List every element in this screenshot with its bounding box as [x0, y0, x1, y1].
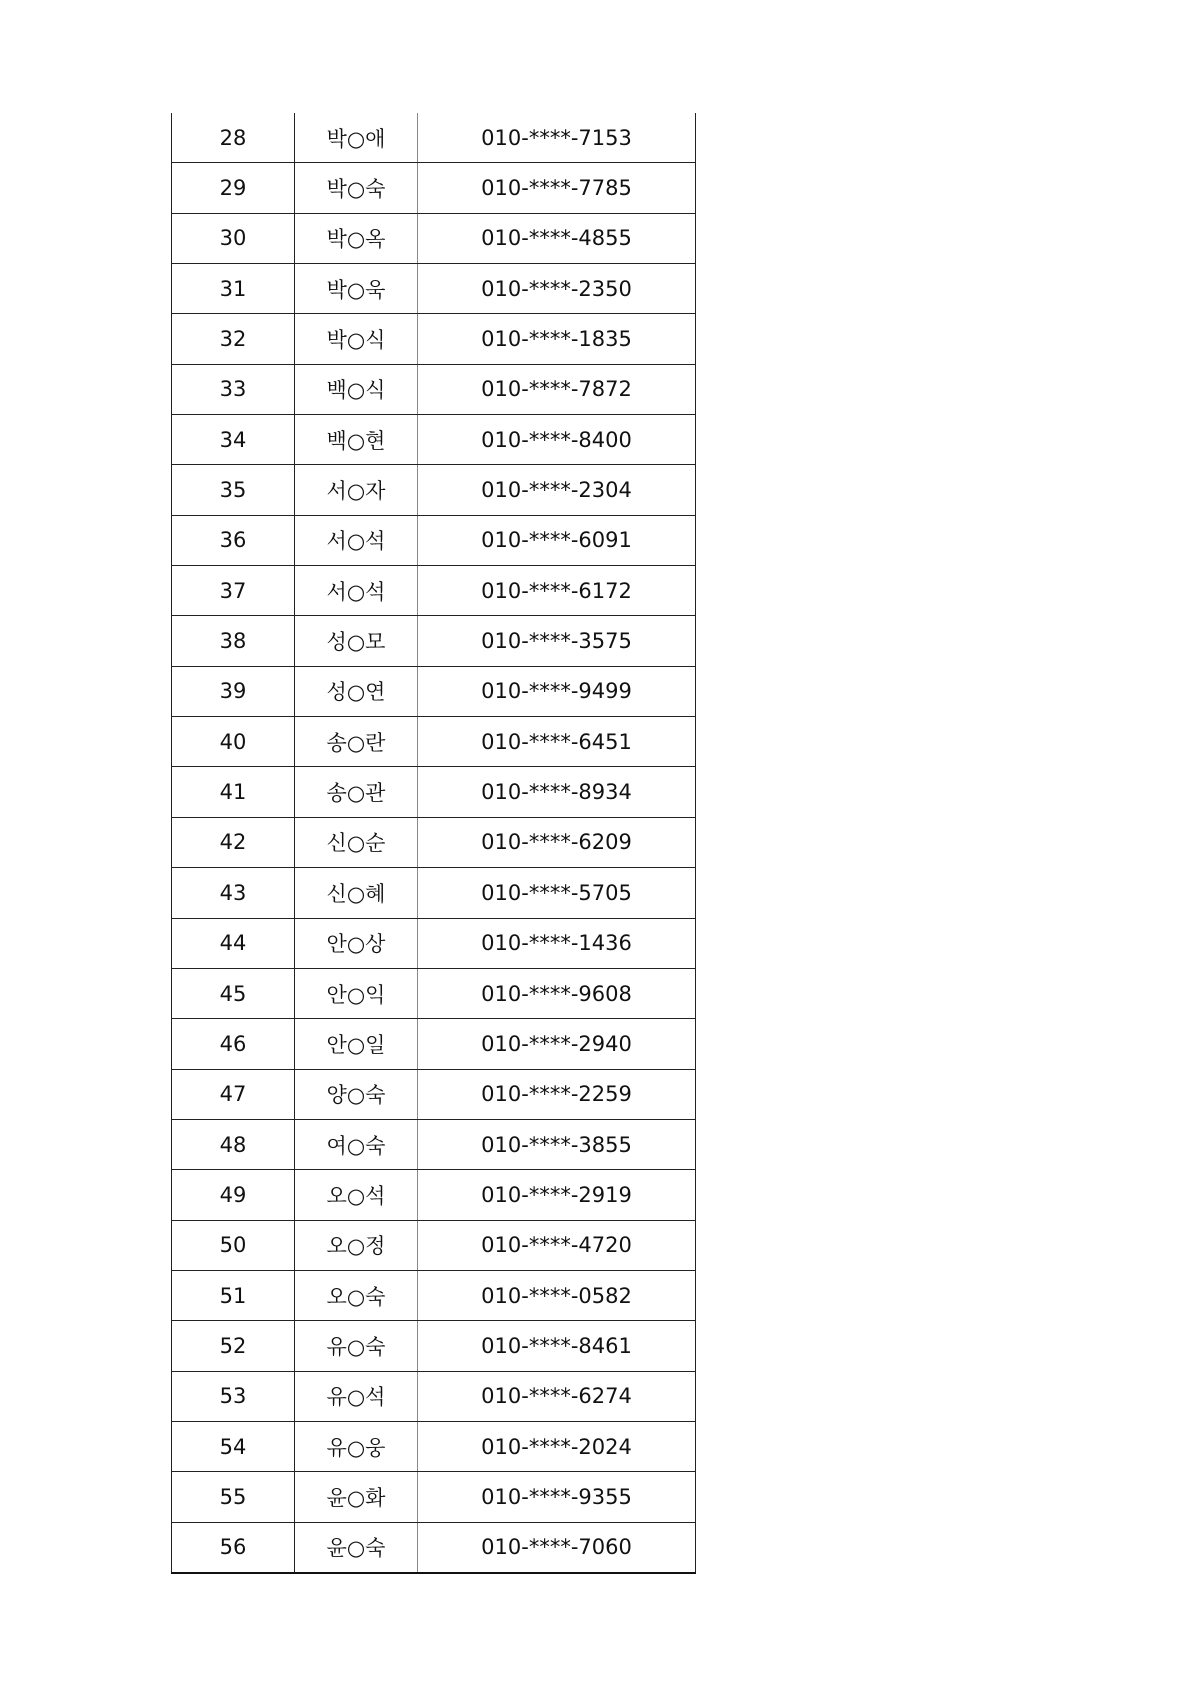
- masked-phone-cell: 010-****-8934: [418, 767, 696, 817]
- masked-phone-cell: 010-****-6209: [418, 817, 696, 867]
- masked-phone-cell: 010-****-2259: [418, 1069, 696, 1119]
- table-row: [172, 968, 696, 1018]
- table-row: [172, 1119, 696, 1169]
- masked-name-cell: 박○식: [295, 314, 418, 364]
- masked-name-cell: 서○석: [295, 566, 418, 616]
- row-number-cell: 48: [172, 1119, 295, 1169]
- row-number-cell: 32: [172, 314, 295, 364]
- masked-phone-cell: 010-****-6172: [418, 566, 696, 616]
- masked-name-cell: 오○정: [295, 1220, 418, 1270]
- table-row: [172, 264, 696, 314]
- row-number-cell: 42: [172, 817, 295, 867]
- row-number-cell: 39: [172, 666, 295, 716]
- row-number-cell: 29: [172, 163, 295, 213]
- masked-phone-cell: 010-****-1835: [418, 314, 696, 364]
- masked-name-cell: 오○석: [295, 1170, 418, 1220]
- table-row: [172, 817, 696, 867]
- masked-phone-cell: 010-****-4855: [418, 213, 696, 263]
- row-number-cell: 28: [172, 113, 295, 163]
- masked-name-cell: 양○숙: [295, 1069, 418, 1119]
- masked-phone-cell: 010-****-0582: [418, 1270, 696, 1320]
- masked-name-cell: 송○란: [295, 717, 418, 767]
- masked-phone-cell: 010-****-8400: [418, 415, 696, 465]
- masked-phone-cell: 010-****-3575: [418, 616, 696, 666]
- masked-name-cell: 안○익: [295, 968, 418, 1018]
- table-row: [172, 515, 696, 565]
- table-row: [172, 465, 696, 515]
- row-number-cell: 35: [172, 465, 295, 515]
- masked-name-cell: 박○애: [295, 113, 418, 163]
- table-row: [172, 616, 696, 666]
- row-number-cell: 51: [172, 1270, 295, 1320]
- table-row: [172, 1220, 696, 1270]
- masked-phone-cell: 010-****-2919: [418, 1170, 696, 1220]
- table-row: [172, 113, 696, 163]
- masked-name-cell: 안○상: [295, 918, 418, 968]
- masked-phone-cell: 010-****-3855: [418, 1119, 696, 1169]
- table-row: [172, 415, 696, 465]
- row-number-cell: 36: [172, 515, 295, 565]
- document-page: [171, 113, 695, 1574]
- row-number-cell: 37: [172, 566, 295, 616]
- masked-phone-cell: 010-****-7872: [418, 364, 696, 414]
- masked-phone-cell: 010-****-6274: [418, 1371, 696, 1421]
- masked-name-cell: 박○숙: [295, 163, 418, 213]
- masked-phone-cell: 010-****-4720: [418, 1220, 696, 1270]
- row-number-cell: 53: [172, 1371, 295, 1421]
- table-row: [172, 1421, 696, 1471]
- row-number-cell: 41: [172, 767, 295, 817]
- row-number-cell: 49: [172, 1170, 295, 1220]
- table-row: [172, 1472, 696, 1522]
- row-number-cell: 50: [172, 1220, 295, 1270]
- masked-name-cell: 박○욱: [295, 264, 418, 314]
- masked-name-cell: 여○숙: [295, 1119, 418, 1169]
- masked-name-cell: 윤○숙: [295, 1522, 418, 1573]
- table-row: [172, 1019, 696, 1069]
- table-row: [172, 1371, 696, 1421]
- masked-name-cell: 성○모: [295, 616, 418, 666]
- table-row: [172, 1522, 696, 1573]
- table-row: [172, 666, 696, 716]
- row-number-cell: 56: [172, 1522, 295, 1573]
- masked-name-cell: 백○현: [295, 415, 418, 465]
- row-number-cell: 46: [172, 1019, 295, 1069]
- masked-phone-cell: 010-****-7785: [418, 163, 696, 213]
- masked-name-cell: 박○옥: [295, 213, 418, 263]
- masked-name-cell: 유○웅: [295, 1421, 418, 1471]
- masked-phone-cell: 010-****-9608: [418, 968, 696, 1018]
- table-row: [172, 1069, 696, 1119]
- row-number-cell: 54: [172, 1421, 295, 1471]
- masked-phone-cell: 010-****-1436: [418, 918, 696, 968]
- row-number-cell: 30: [172, 213, 295, 263]
- row-number-cell: 55: [172, 1472, 295, 1522]
- masked-phone-cell: 010-****-2024: [418, 1421, 696, 1471]
- table-row: [172, 213, 696, 263]
- masked-phone-cell: 010-****-9499: [418, 666, 696, 716]
- masked-name-cell: 성○연: [295, 666, 418, 716]
- roster-table: [171, 113, 696, 1574]
- masked-phone-cell: 010-****-2304: [418, 465, 696, 515]
- row-number-cell: 33: [172, 364, 295, 414]
- masked-name-cell: 오○숙: [295, 1270, 418, 1320]
- table-row: [172, 163, 696, 213]
- masked-name-cell: 서○자: [295, 465, 418, 515]
- table-row: [172, 868, 696, 918]
- table-row: [172, 1170, 696, 1220]
- row-number-cell: 38: [172, 616, 295, 666]
- masked-name-cell: 서○석: [295, 515, 418, 565]
- masked-name-cell: 백○식: [295, 364, 418, 414]
- table-row: [172, 1321, 696, 1371]
- row-number-cell: 43: [172, 868, 295, 918]
- masked-phone-cell: 010-****-2940: [418, 1019, 696, 1069]
- row-number-cell: 47: [172, 1069, 295, 1119]
- masked-phone-cell: 010-****-2350: [418, 264, 696, 314]
- row-number-cell: 34: [172, 415, 295, 465]
- masked-name-cell: 안○일: [295, 1019, 418, 1069]
- table-row: [172, 314, 696, 364]
- row-number-cell: 44: [172, 918, 295, 968]
- row-number-cell: 45: [172, 968, 295, 1018]
- roster-table-body: [172, 113, 696, 1573]
- masked-phone-cell: 010-****-7153: [418, 113, 696, 163]
- masked-name-cell: 유○숙: [295, 1321, 418, 1371]
- masked-name-cell: 윤○화: [295, 1472, 418, 1522]
- row-number-cell: 31: [172, 264, 295, 314]
- row-number-cell: 40: [172, 717, 295, 767]
- masked-name-cell: 신○혜: [295, 868, 418, 918]
- masked-phone-cell: 010-****-6451: [418, 717, 696, 767]
- masked-name-cell: 송○관: [295, 767, 418, 817]
- table-row: [172, 717, 696, 767]
- table-row: [172, 1270, 696, 1320]
- masked-phone-cell: 010-****-8461: [418, 1321, 696, 1371]
- masked-phone-cell: 010-****-9355: [418, 1472, 696, 1522]
- table-row: [172, 767, 696, 817]
- masked-name-cell: 유○석: [295, 1371, 418, 1421]
- masked-phone-cell: 010-****-7060: [418, 1522, 696, 1573]
- masked-phone-cell: 010-****-6091: [418, 515, 696, 565]
- table-row: [172, 918, 696, 968]
- table-row: [172, 566, 696, 616]
- table-row: [172, 364, 696, 414]
- masked-name-cell: 신○순: [295, 817, 418, 867]
- row-number-cell: 52: [172, 1321, 295, 1371]
- masked-phone-cell: 010-****-5705: [418, 868, 696, 918]
